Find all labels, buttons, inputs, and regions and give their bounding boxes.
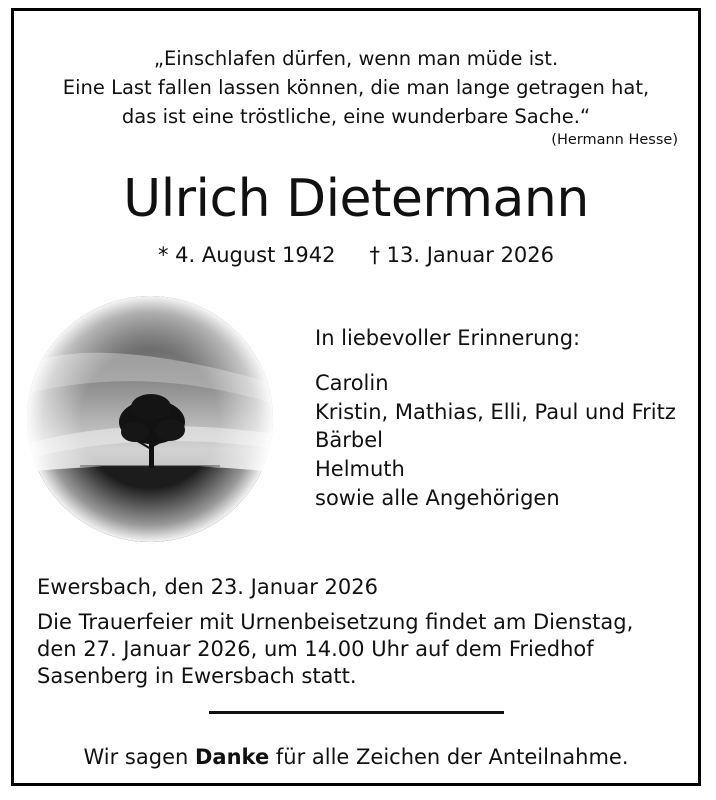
thanks-before: Wir sagen bbox=[83, 745, 195, 769]
birth-date: * 4. August 1942 bbox=[157, 243, 336, 267]
mourner-line: Helmuth bbox=[315, 457, 405, 481]
quote-line-2: Eine Last fallen lassen können, die man lange getragen hat, bbox=[62, 76, 650, 99]
funeral-line: den 27. Januar 2026, um 14.00 Uhr auf dem Friedhof bbox=[37, 637, 594, 661]
tree-on-hill-photo bbox=[25, 294, 275, 544]
obituary-frame bbox=[11, 8, 701, 786]
quote-line-1: „Einschlafen dürfen, wenn man müde ist. bbox=[153, 47, 559, 70]
mourner-line: Kristin, Mathias, Elli, Paul und Fritz bbox=[315, 400, 676, 424]
deceased-name: Ulrich Dietermann bbox=[123, 169, 589, 229]
thanks-bold: Danke bbox=[194, 745, 270, 769]
thanks-after: für alle Zeichen der Anteilnahme. bbox=[269, 745, 629, 769]
funeral-line: Die Trauerfeier mit Urnenbeisetzung findet am Dienstag, bbox=[37, 610, 634, 634]
place-date: Ewersbach, den 23. Januar 2026 bbox=[37, 575, 378, 599]
quote-author: (Hermann Hesse) bbox=[551, 132, 678, 148]
funeral-line: Sasenberg in Ewersbach statt. bbox=[37, 664, 357, 688]
life-dates bbox=[14, 243, 698, 267]
mourner-line: Bärbel bbox=[315, 428, 383, 452]
death-date: † 13. Januar 2026 bbox=[369, 243, 555, 267]
quote-line-3: das ist eine tröstliche, eine wunderbare Sache.“ bbox=[121, 105, 591, 128]
mourner-line: Carolin bbox=[315, 371, 389, 395]
memory-heading: In liebevoller Erinnerung: bbox=[315, 326, 581, 350]
thanks-line bbox=[14, 745, 698, 769]
mourner-line: sowie alle Angehörigen bbox=[315, 486, 560, 510]
divider-line bbox=[209, 711, 504, 714]
